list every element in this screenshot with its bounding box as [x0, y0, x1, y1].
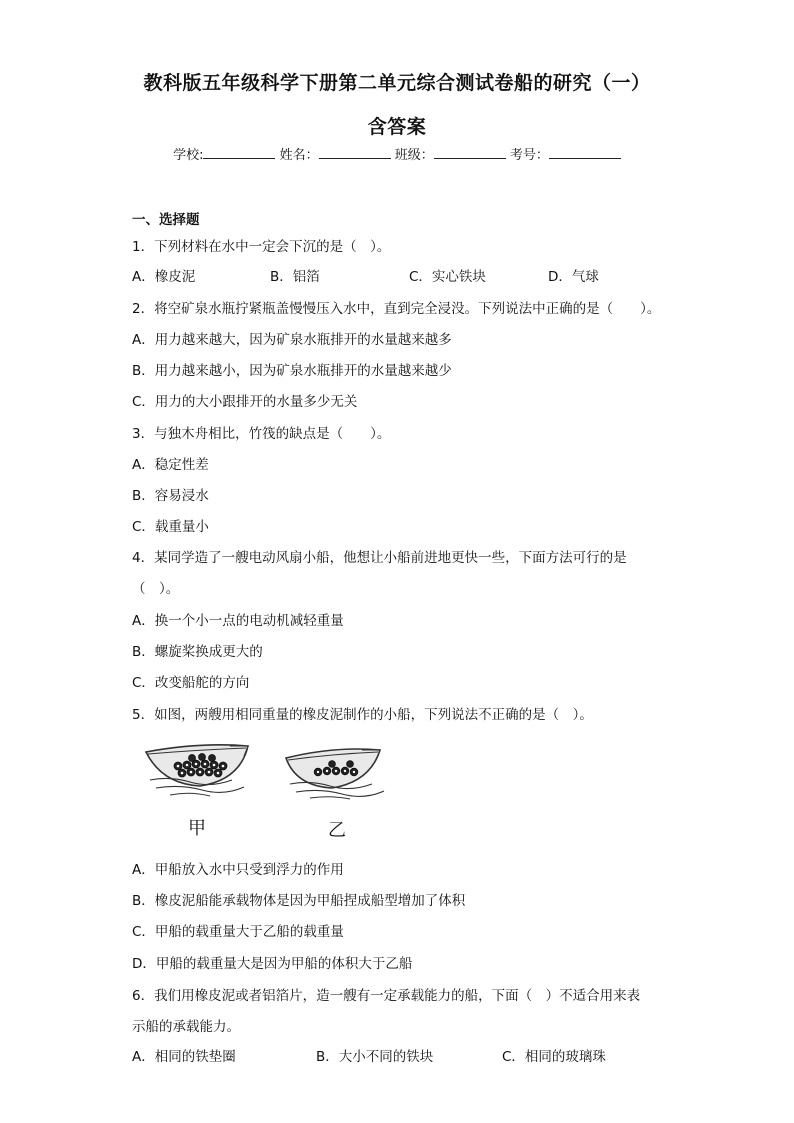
q6-option-a[interactable]: A．相同的铁垫圈 — [132, 1049, 236, 1065]
q5-option-b[interactable]: B．橡皮泥船能承载物体是因为甲船捏成船型增加了体积 — [132, 893, 466, 909]
q6-option-c[interactable]: C．相同的玻璃珠 — [502, 1049, 606, 1065]
figure-label-yi: 乙 — [328, 820, 346, 841]
q4-option-b[interactable]: B．螺旋桨换成更大的 — [132, 644, 263, 660]
q1-option-d[interactable]: D．气球 — [548, 269, 599, 285]
q2-option-b[interactable]: B．用力越来越小，因为矿泉水瓶排开的水量越来越少 — [132, 363, 452, 379]
q3-option-c[interactable]: C．载重量小 — [132, 519, 209, 535]
question-6-stem-line1: 6．我们用橡皮泥或者铝箔片，造一艘有一定承载能力的船，下面（ ）不适合用来表 — [132, 988, 641, 1004]
question-2-stem: 2．将空矿泉水瓶拧紧瓶盖慢慢压入水中，直到完全浸没。下列说法中正确的是（ ）。 — [132, 301, 661, 317]
name-label: 姓名： — [279, 148, 319, 163]
question-3-stem: 3．与独木舟相比，竹筏的缺点是（ ）。 — [132, 426, 391, 442]
name-blank[interactable] — [319, 146, 391, 159]
question-5-stem: 5．如图，两艘用相同重量的橡皮泥制作的小船，下列说法不正确的是（ ）。 — [132, 707, 593, 723]
boat-yi — [286, 749, 384, 799]
q5-option-d[interactable]: D．甲船的载重量大是因为甲船的体积大于乙船 — [132, 956, 413, 972]
q3-option-b[interactable]: B．容易浸水 — [132, 488, 209, 504]
q2-option-a[interactable]: A．用力越来越大，因为矿泉水瓶排开的水量越来越多 — [132, 332, 452, 348]
q2-option-c[interactable]: C．用力的大小跟排开的水量多少无关 — [132, 394, 358, 410]
boats-illustration — [140, 740, 400, 840]
class-blank[interactable] — [434, 146, 506, 159]
exam-no-label: 考号： — [509, 148, 549, 163]
q1-option-b[interactable]: B．铝箔 — [270, 269, 320, 285]
question-4-stem-line2: （ ）。 — [132, 581, 180, 597]
exam-title-line2: 含答案 — [367, 116, 427, 138]
q5-option-a[interactable]: A．甲船放入水中只受到浮力的作用 — [132, 862, 344, 878]
question-6-stem-line2: 示船的承载能力。 — [132, 1019, 240, 1035]
question-4-stem-line1: 4．某同学造了一艘电动风扇小船，他想让小船前进地更快一些，下面方法可行的是 — [132, 550, 627, 566]
class-label: 班级： — [394, 148, 434, 163]
boats-figure — [140, 740, 400, 840]
q4-option-c[interactable]: C．改变船舵的方向 — [132, 675, 250, 691]
section-title: 一、选择题 — [132, 212, 200, 228]
exam-title-line1: 教科版五年级科学下册第二单元综合测试卷船的研究（一） — [143, 72, 651, 94]
school-blank[interactable] — [203, 146, 275, 159]
q3-option-a[interactable]: A．稳定性差 — [132, 457, 209, 473]
boat-jia — [146, 745, 248, 796]
exam-no-blank[interactable] — [549, 146, 621, 159]
student-info-fields — [0, 144, 794, 163]
q6-option-b[interactable]: B．大小不同的铁块 — [316, 1049, 434, 1065]
figure-label-jia: 甲 — [188, 818, 206, 839]
question-1-stem: 1．下列材料在水中一定会下沉的是（ ）。 — [132, 239, 391, 255]
q5-option-c[interactable]: C．甲船的载重量大于乙船的载重量 — [132, 924, 344, 940]
q1-option-c[interactable]: C．实心铁块 — [409, 269, 486, 285]
q1-option-a[interactable]: A．橡皮泥 — [132, 269, 196, 285]
school-label: 学校: — [173, 148, 204, 163]
q4-option-a[interactable]: A．换一个小一点的电动机减轻重量 — [132, 613, 344, 629]
